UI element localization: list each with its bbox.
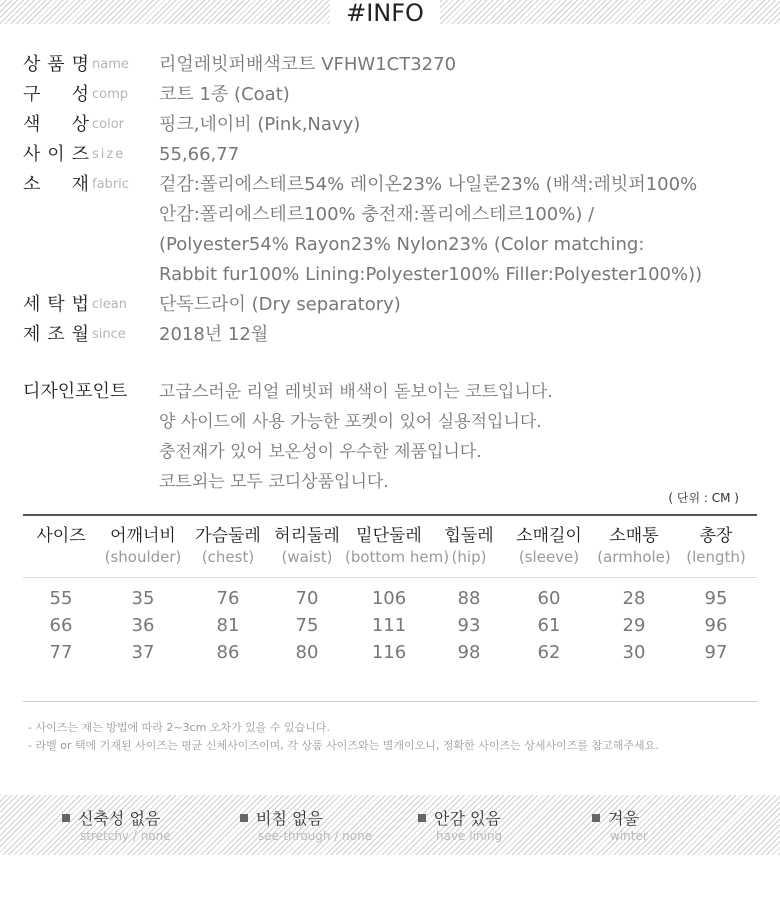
cell: 37: [131, 642, 155, 663]
col-size: [23, 516, 99, 567]
unit-label: ( 단위 : CM ): [668, 491, 739, 505]
product-info: [23, 50, 763, 350]
table-row: [23, 612, 757, 639]
col-chest: [187, 516, 269, 567]
value-size: 55,66,77: [159, 144, 240, 165]
sub-fabric: fabric: [92, 177, 129, 192]
col-size-ko: 사이즈: [36, 526, 86, 546]
value-fabric: [159, 170, 763, 290]
sub-since: since: [92, 327, 126, 342]
design-lines: [159, 377, 763, 497]
col-bottom-hem: [345, 516, 450, 567]
label-comp: 구 성: [23, 84, 89, 105]
square-bullet-icon: [592, 814, 600, 822]
cell: 116: [371, 642, 407, 663]
col-chest-ko: 가슴둘레: [195, 526, 261, 546]
info-title: #INFO: [330, 0, 440, 26]
cell: 111: [371, 615, 407, 636]
col-bottom-hem-ko: 밑단둘레: [356, 526, 422, 546]
fabric-line: 겉감:폴리에스테르54% 레이온23% 나일론23% (배색:레빗퍼100%: [159, 174, 698, 195]
cell: 29: [622, 615, 646, 636]
col-armhole-en: (armhole): [597, 548, 671, 566]
col-armhole-ko: 소매통: [609, 526, 659, 546]
label-name: 상 품 명: [23, 54, 89, 75]
col-length: [675, 516, 757, 567]
cell: 61: [537, 615, 561, 636]
cell: 81: [216, 615, 240, 636]
cell: 77: [49, 642, 73, 663]
cell: 35: [131, 588, 155, 609]
col-chest-en: (chest): [201, 548, 255, 566]
cell: 106: [371, 588, 407, 609]
design-line: 코트외는 모두 코디상품입니다.: [159, 472, 389, 492]
value-color: 핑크,네이비 (Pink,Navy): [159, 114, 361, 135]
feature-seethrough: [240, 809, 372, 843]
feature-label: 신축성 없음: [78, 809, 161, 828]
size-notes: [28, 719, 659, 755]
design-line: 충전재가 있어 보온성이 우수한 제품입니다.: [159, 442, 482, 462]
info-row-clean: [23, 290, 763, 320]
col-sleeve-ko: 소매길이: [516, 526, 582, 546]
cell: 88: [457, 588, 481, 609]
col-shoulder-ko: 어깨너비: [110, 526, 176, 546]
sub-name: name: [92, 57, 129, 72]
sub-clean: clean: [92, 297, 127, 312]
cell: 97: [704, 642, 728, 663]
col-hip-ko: 힙둘레: [444, 526, 494, 546]
col-length-ko: 총장: [699, 526, 733, 546]
col-shoulder: [99, 516, 187, 567]
size-table-body: [23, 585, 757, 666]
info-row-comp: [23, 80, 763, 110]
cell: 76: [216, 588, 240, 609]
size-table-header: [23, 514, 757, 567]
cell: 62: [537, 642, 561, 663]
square-bullet-icon: [240, 814, 248, 822]
info-row-fabric: [23, 170, 763, 290]
table-row: [23, 639, 757, 666]
cell: 98: [457, 642, 481, 663]
col-armhole: [593, 516, 675, 567]
table-divider: [23, 577, 757, 578]
info-row-since: [23, 320, 763, 350]
table-bottom-line: [23, 701, 757, 702]
note-line: - 라벨 or 택에 기재된 사이즈는 평균 신체사이즈이며, 각 상품 사이즈와는 별개이오니, 정확한 사이즈는 상세사이즈를 참고해주세요.: [28, 739, 659, 752]
square-bullet-icon: [418, 814, 426, 822]
value-since: 2018년 12월: [159, 324, 269, 345]
feature-label: 비침 없음: [256, 809, 323, 828]
features-band: [0, 795, 780, 855]
label-fabric: 소 재: [23, 174, 89, 195]
cell: 55: [49, 588, 73, 609]
design-line: 고급스러운 리얼 레빗퍼 배색이 돋보이는 코트입니다.: [159, 382, 553, 402]
label-color: 색 상: [23, 114, 89, 135]
col-sleeve-en: (sleeve): [518, 548, 580, 566]
feature-sub: winter: [610, 829, 648, 843]
cell: 86: [216, 642, 240, 663]
sub-size: size: [92, 147, 126, 162]
note-line: - 사이즈는 재는 방법에 따라 2~3cm 오차가 있을 수 있습니다.: [28, 721, 331, 734]
col-shoulder-en: (shoulder): [104, 548, 182, 566]
cell: 75: [295, 615, 319, 636]
cell: 66: [49, 615, 73, 636]
design-point: [23, 377, 763, 497]
cell: 95: [704, 588, 728, 609]
fabric-line: 안감:폴리에스테르100% 충전재:폴리에스테르100%) /: [159, 204, 595, 225]
feature-season: [592, 809, 648, 843]
value-name: 리얼레빗퍼배색코트 VFHW1CT3270: [159, 54, 457, 75]
table-row: [23, 585, 757, 612]
label-since: 제 조 월: [23, 324, 89, 345]
col-hip: [433, 516, 505, 567]
feature-label: 겨울: [608, 809, 639, 828]
feature-sub: stretchy / none: [80, 829, 171, 843]
cell: 28: [622, 588, 646, 609]
label-size: 사 이 즈: [23, 144, 89, 165]
design-line: 양 사이드에 사용 가능한 포켓이 있어 실용적입니다.: [159, 412, 542, 432]
feature-sub: have lining: [436, 829, 503, 843]
col-waist-ko: 허리둘레: [274, 526, 340, 546]
feature-sub: see-through / none: [258, 829, 373, 843]
cell: 96: [704, 615, 728, 636]
fabric-line: Rabbit fur100% Lining:Polyester100% Filler:Polyester100%)): [159, 264, 703, 285]
sub-color: color: [92, 117, 125, 132]
square-bullet-icon: [62, 814, 70, 822]
value-comp: 코트 1종 (Coat): [159, 84, 290, 105]
fabric-line: (Polyester54% Rayon23% Nylon23% (Color matching:: [159, 234, 645, 255]
col-waist-en: (waist): [281, 548, 333, 566]
cell: 93: [457, 615, 481, 636]
feature-stretch: [62, 809, 171, 843]
col-waist: [269, 516, 345, 567]
col-hip-en: (hip): [451, 548, 487, 566]
cell: 70: [295, 588, 319, 609]
feature-label: 안감 있음: [434, 809, 501, 828]
info-row-name: [23, 50, 763, 80]
cell: 60: [537, 588, 561, 609]
cell: 36: [131, 615, 155, 636]
cell: 80: [295, 642, 319, 663]
label-clean: 세 탁 법: [23, 294, 89, 315]
sub-comp: comp: [92, 87, 129, 102]
col-bottom-hem-en: (bottom hem): [345, 548, 450, 566]
info-row-color: [23, 110, 763, 140]
col-length-en: (length): [686, 548, 746, 566]
info-row-size: [23, 140, 763, 170]
feature-lining: [418, 809, 502, 843]
col-sleeve: [505, 516, 593, 567]
cell: 30: [622, 642, 646, 663]
design-label: 디자인포인트: [23, 381, 128, 402]
value-clean: 단독드라이 (Dry separatory): [159, 294, 401, 315]
